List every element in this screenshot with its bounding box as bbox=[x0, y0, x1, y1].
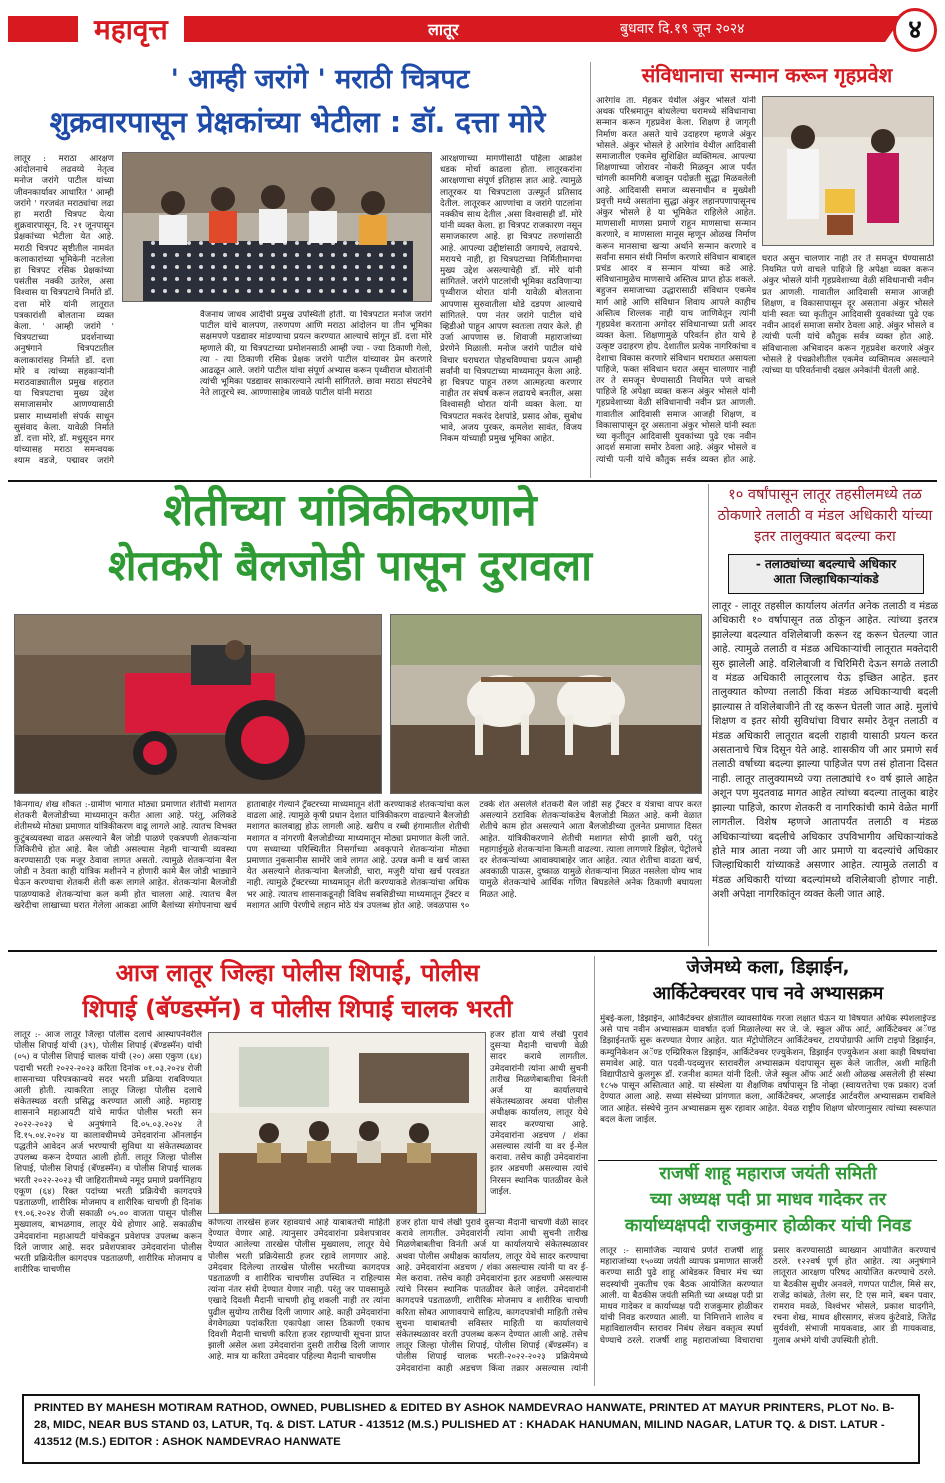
shahu-body: लातूर :- सामाजिक न्यायाचे प्रणेते राजर्षी शाहू महाराजांच्या १५०व्या जयंती व्यापक प्रमाणात साजरी करण्या साठी पुढे शाहू आंबेडकर विचार मंच च्या सदस्यांची नुकतीच एक बैठक आयोजित करण्यात आली. या बैठकीस जयंती समिती च्या अध्यक्ष पदी प्रा माधव गादेकर व कार्याध्यक्ष पदी राजकुमार होळीकर यांची निवड करण्यात आली. या निमित्ताने शालेय व महाविद्यालयीन स्तरावर निबंध लेखन वक्तृत्व स्पर्धा घेण्याचे ठरले. राजर्षी शाहू महाराजांच्या विचाराचा प्रसार करण्यासाठी व्याख्यान आयोजित करण्याचे ठरले. १२२वर्ष पूर्ण होत आहेत. त्या अनुषंगाने लातूरात आरक्षण परिषद आयोजित करण्याचे ठरले. या बैठकीस सुधीर अनवले, गणपत पाटील, मिसे सर, राजेंद्र कांबळे, तेलंग सर, टि एस माने, बबन पवार, रामराव मवळे, विश्वंभर भोसले, प्रकाश घादगीने, रचना शेख, माधव क्षीरसागर, संजय कुंटेवाडे, जितेंद्र सुर्यवंशी, संभाजी मायकवाड, आर डी गायकवाड, गुलाब अभंगे यांची उपस्थिती होती. bbox=[600, 1246, 936, 1346]
jj-headline-line2: आर्किटेक्चरवर पाच नवे अभ्यासक्रम bbox=[652, 983, 884, 1004]
police-body-right-top bbox=[490, 1030, 588, 1214]
column-divider bbox=[594, 956, 595, 1386]
section-divider bbox=[598, 1160, 937, 1161]
section-divider bbox=[8, 480, 937, 482]
police-headline-line1: आज लातूर जिल्हा पोलीस शिपाई, पोलीस bbox=[115, 959, 480, 987]
bullock-pair-photo bbox=[390, 614, 702, 794]
page-number: ४ bbox=[893, 8, 937, 52]
talathi-subheading-line1: - तलाठ्यांच्या बदल्याचे अधिकार bbox=[755, 557, 897, 571]
newspaper-title: महावृत्त bbox=[78, 10, 184, 50]
issue-date: बुधवार दि.१९ जून २०२४ bbox=[620, 21, 745, 37]
talathi-subheading-line2: आता जिल्हाधिकाऱ्यांकडे bbox=[773, 572, 879, 586]
farm-body: किनगाव/ शेख शौकत :-ग्रामीण भागात मोठ्या प्रमाणात शेतीची मशागत शेतकरी बैलजोडीच्या माध्यमातून करीत आला आहे. परंतु, अलिकडे शेतीमध्ये मोठ्या प्रमाणात यांत्रिकीकरण वाढू लागले आहे. त्यातच विभक्त कुटुंबव्यवस्था वाढत असल्याने बैल जोडी पाळणे एकत्रपणी शेतकऱ्यांना जिकिरीचे होत आहे. बैल जोडी असल्यास नेहमी चाऱ्याची व्यवस्था करण्यासाठी एक मजूर ठेवावा लागत असतो. त्यामुळे शेतकऱ्यांना बैल जोडी न ठेवता काही यांत्रिक मशीनने न होणारी कामे बैल जोडी भाड्याने घेऊन करण्याचा शेतकरी शेती करू लागले आहेत. शेतकऱ्यांना बैलजोडी पाळण्याकडे शेतकऱ्यांचा कल कमी होत चालला आहे. त्यातच बैल खरेदीचा लाखाच्या घरात गेलेला आकडा आणि बैलांच्या संगोपनाचा खर्च हाताबाहेर गेल्याने ट्रॅक्टरच्या माध्यमातून शेती करण्याकडे शेतकऱ्यांचा कल वाढला आहे. त्यामुळे कृषी प्रधान देशात यांत्रिकीकरण वाढल्याने बैलजोडी मशागत कालबाह्य होऊ लागली आहे. खरीप व रब्बी हंगामातील शेतीची मशागत व नांगरणी बैलजोडीच्या माध्यमातून मोठ्या प्रमाणात केली जाते. पण सध्याच्या परिस्थितीत निसर्गाच्या अवकृपाने शेतकऱ्यांना मोठ्या प्रमाणात नुकसानीस सामोरे जावे लागत आहे. उत्पन्न कमी व खर्च जास्त येत असल्याने शेतकऱ्यांना बैलजोडी, चारा, मजुरी यांचा खर्च परवडत नाही. त्यामुळे ट्रॅक्टरच्या माध्यमातून शेती करण्याकडे शेतकऱ्यांचा अधिक भर आहे. त्यातच शासनाकडूनही विविध सबसिडीच्या माध्यमातून ट्रॅक्टर व मशागत आणि पेरणीचे लहान मोठे यंत्र उपलब्ध होत आहे. जवळपास ९० टक्के शेत असलेले शेतकरी बैल जोडी सह ट्रॅक्टर व यंत्राचा वापर करत असल्याने ठराविक शेतकऱ्यांकडेच बैलजोडी मिळत आहे. कमी वेळात शेतीचे काम होत असल्याने आता बैलजोडीच्या तुलनेत प्रमाणात दिसत आहेत. यांत्रिकीकरणाने शेतीची मशागत सोपी झाली खरी, परंतु महागाईमुळे शेतकऱ्यांना किमती वाढल्या. त्याला लागणारे डिझेल, पेट्रोलचे दर शेतकऱ्यांच्या आवाक्याबाहेर जात आहेत. त्यात शेतीचा वाढता खर्च, अवकाळी पाऊस, दुष्काळ यामुळे शेतकऱ्यांना मिळत नसलेला योग्य भाव यामुळे शेतकऱ्यांचे आर्थिक गणित बिघडलेले अनेक ठिकाणी बघायला मिळत आहे. bbox=[14, 800, 702, 911]
talathi-headline: १० वर्षांपासून लातूर तहसीलमध्ये तळ ठोकणारे तलाठी व मंडल अधिकारी यांच्या इतर तालुक्यात बदल्या करा bbox=[717, 486, 933, 545]
talathi-body: लातूर - लातूर तहसील कार्यालय अंतर्गत अनेक तलाठी व मंडळ अधिकारी १० वर्षापासून तळ ठोकून आहेत. त्यांच्या इतरत्र झालेल्या बदल्यात वशिलेबाजी करून रद्द करून घेतल्या जात आहे. त्यामुळे तलाठी व मंडळ अधिकाऱ्यांची लातूरात मक्तेदारी सुरु झालेली आहे. वशिलेबाजी व चिरिमिरी देऊन सगळे तलाठी व मंडळ अधिकारी लातूरलाच येऊ इच्छित आहेत. इतर तालुक्यात कोण्या तलाठी किंवा मंडळ अधिकाऱ्याची बदली झाल्यास ते वशिलेबाजीने ती रद्द करून घेतली जात आहे. मुलांचे शिक्षण व इतर सोयी सुविधांचा विचार समोर ठेवून तलाठी व मंडळ अधिकारी लातूरात बदली राहावी यासाठी प्रयत्न करत असतानाचे चित्र दिसून येते आहे. शासकीय जी आर प्रमाणे सर्व तलाठी वर्षाच्या बदल्या झाल्या पाहिजेत पण तसं होताना दिसत नाही. लातूर तालुक्यामध्ये ज्या तलाठ्यांचे १० वर्ष झाले आहेत अशून पण मुदतवाढ मागत आहेत त्यांच्या बदल्या तालुका बाहेर झाल्या पाहिजे, कारण शेतकरी व नागरिकांची कामे वेळेत मार्गी लागतील. विशेष म्हणजे आतापर्यंत तलाठी व मंडळ अधिकाऱ्यांच्या बदलीचे अधिकार उपविभागीय अधिकाऱ्यांकडे होते मात्र आता नव्या जी आर प्रमाणे या बदल्यांचे अधिकार जिल्हाधिकारी यांच्याकडे असणार आहेत. त्यामुळे तलाठी व मंडळ अधिकारी यांच्या बदल्यांमध्ये वशिलेबाजी होणार नाही. अशी अपेक्षा नागरिकांतून व्यक्त केली जात आहे. bbox=[712, 601, 938, 901]
shahu-headline-line1: राजर्षी शाहू महाराज जयंती समिती bbox=[659, 1164, 877, 1184]
tractor-image bbox=[15, 615, 382, 794]
film-body-middle: वैजनाथ जाधव आदींची प्रमुख उपस्थिती होती. या चित्रपटात मनोज जरांगे पाटील यांचे बालपण, तरुणपण आणि मराठा आंदोलन या तीन भूमिका सक्षमपणे पडद्यावर मांडण्याचा प्रयत्न करण्यात आल्याचे सांगून डॉ. दत्ता मोरे म्हणाले की, या चित्रपटाच्या प्रमोशनसाठी आम्ही ज्या - ज्या ठिकाणी गेलो, त्या - त्या ठिकाणी रसिक प्रेक्षक जरांगे पाटील यांच्यावर प्रेम करणारे आढळून आले. जरांगे पाटील यांचा संपूर्ण अभ्यास करून पृथ्वीराज थोरातांनी त्यांची भूमिका पडद्यावर साकारल्याने त्यांनी सांगितले. छावा मराठा संघटनेचे नेते लातूरचे स्व. आण्णासाहेब जावळे पाटील यांनी मराठा bbox=[200, 310, 432, 399]
shahu-headline-line3: कार्याध्यक्षपदी राजकुमार होळीकर यांची निवड bbox=[624, 1216, 912, 1236]
jj-headline-line1: जेजेमध्ये कला, डिझाईन, bbox=[686, 957, 850, 978]
police-headline-line2: शिपाई (बॅण्डस्मॅन) व पोलीस शिपाई चालक भरती bbox=[82, 995, 513, 1023]
griha-pravesh-image bbox=[763, 97, 934, 246]
column-divider bbox=[590, 62, 591, 478]
jj-body: मुंबई-कला, डिझाईन, आर्किटेक्चर क्षेत्रातील व्यावसायिक गरजा लक्षात घेऊन या विषयात अधिक स्पेशलाईज्ड असे पाच नवीन अभ्यासक्रम यावर्षात दर्जा मिळालेल्या सर जे. जे. स्कुल ऑफ आर्ट, आर्किटेक्चर अॅण्ड डिझाईनतर्फे सुरू करण्यात येणार आहेत. यात मॅट्रोपोलिटन आर्किटेक्चर, टायपोग्राफी आणि टाइपो डिझाईन, कम्युनिकेशन अॅण्ड एम्प्रिरिकल डिझाईन, आर्किटेक्चर एज्युकेशन, डिझाईन एज्युकेशन अशा काही विषयांचा समावेश आहे. यात पदवी-पदव्युत्तर स्तरावरील अभ्यासक्रम यंदापासून सुरू केले जातील, अशी माहिती विद्यापीठाचे कुलगुरू डॉ. रजनीश कामत यांनी दिली. जेजे स्कुल ऑफ आर्ट अशी ओळख असलेली ही संस्था १८५७ पासून अस्तित्वात आहे. या संस्थेला या शैक्षणिक वर्षापासून डि नोव्हा (स्वायत्ततेचा एक प्रकार) दर्जा देण्यात आला आहे. सध्या संस्थेच्या प्रांगणात कला, आर्किटेक्चर, अप्लाईड आर्टवरील अभ्यासक्रम राबविले जात आहेत. संस्थेचे नुतन अभ्यासक्रम सुरू रहावार आहेत. येवळ राष्ट्रीय शिक्षण धोरणानुसार त्यांच्या स्वरूपात बदल केला जाईल. bbox=[600, 1014, 936, 1125]
bullock-pair-image bbox=[391, 615, 702, 794]
film-headline-line1: ' आम्ही जरांगे ' मराठी चित्रपट bbox=[170, 64, 470, 95]
griha-headline: संविधानाचा सन्मान करून गृहप्रवेश bbox=[641, 63, 893, 87]
griha-body-continued: घरात असुन चालणार नाही तर ते समजून घेण्यासाठी नियमित पणे वाचले पाहिजे हि अपेक्षा व्यक्त करून अंकुर भोसले यांनी गृहप्रवेशाच्या वेळी संविधानाची नवीन प्रत आणली. गावातील आदिवासी समाज आजही शिक्षण, व विकासापासून दूर असताना अंकुर भोसले यांनी स्वतः च्या कृतीतून आदिवासी युवकांच्या पुढे एक नवीन आदर्श समाजा समोर ठेवला आहे. अंकुर भोसले व त्यांची पत्नी यांचे कौतुक सर्वत्र व्यक्त होत आहे. संविधानाला अभिवादन करून गृहप्रवेश करणारे अंकुर भोसले हे पंचक्रोशीतील एकमेव व्यक्तिमत्व असल्याने त्यांच्या या परिवर्तनाची दखल अनेकांनी घेतली आहे. bbox=[762, 254, 934, 377]
police-meeting-photo bbox=[208, 1032, 486, 1214]
film-body-left: लातूर : मराठा आरक्षण आंदोलनाचे लढवय्ये नेतृत्व मनोज जरांगे पाटील यांच्या जीवनकार्यावर आधारित ' आम्ही जरांगे ' गरजवंत मराठ्यांचा लढा हा मराठी चित्रपट येत्या शुक्रवारपासून, दि. २१ जूनपासून प्रेक्षकांच्या भेटीला येत आहे. मराठी चित्रपट सृष्टीतील नामवंत कलाकारांच्या भूमिकेनी नटलेला हा चित्रपट रसिक प्रेक्षकांच्या पसंतीस नक्की उतरेल, असा विश्वास या चित्रपटाचे निर्माते डॉ. दत्ता मोरे यांनी लातूरात पत्रकारांशी बोलताना व्यक्त केला. ' आम्ही जरांगे ' चित्रपटाच्या प्रदर्शनाच्या अनुषंगाने चित्रपटातील कलाकारांसह निर्माते डॉ. दत्ता मोरे व त्यांच्या सहकाऱ्यांनी मराठवाड्यातील प्रमुख शहरात या चित्रपटाचा मुख्य उद्देश समाजासमोर आणण्यासाठी प्रसार माध्यमांशी संपर्क साधून सुसंवाद केला. यावेळी निर्माते डॉ. दत्ता मोरे, डॉ. मधुसूदन मगर यांच्यासह मराठा समन्वयक श्याम वडजे, पद्मावर जरांगे bbox=[14, 154, 114, 467]
police-body-middle: कोणत्या तारखेस हजर रहावयाचे आहे याबाबतची माहिती देण्यात येणार आहे. त्यानुसार उमेदवारांना प्रवेशपत्रावर देण्यात आलेल्या तारखेस पोलीस मुख्यालय, लातूर येथे पोलीस भरती प्रक्रियेसाठी हजर रहावे लागणार आहे. उमेदवार दिलेल्या तारखेस पोलीस भरतीच्या कागदपत्र पडताळणी व शारीरिक चाचणीस उपस्थित न राहिल्यास त्यांना नंतर संधी देण्यात येणार नाही. परंतु जर पावसामुळे एखादे दिवशी मैदानी चाचणी होवू शकली नाही तर त्यांना पुढील सुयोग्य तारीख दिली जाणार आहे. काही उमेदवारांना वेगवेगळ्या पदांकरिता एकापेक्षा जास्त ठिकाणी एकाच दिवशी मैदानी चाचणी करिता हजर रहाण्याची सूचना प्राप्त झाली असेल अशा उमेदवारांना दुसरी तारीख दिली जाणार आहे. मात्र या करिता उमेदवार पहिल्या मैदानी चाचणीस bbox=[208, 1218, 390, 1363]
print-imprint: PRINTED BY MAHESH MOTIRAM RATHOD, OWNED, PUBLISHED & EDITED BY ASHOK NAMDEVRAO HANWATE, PRINTED AT MAYUR PRINTERS, PLOT No. B-28, MIDC, NEAR BUS STAND 03, LATUR, Tq. & DIST. LATUR - 413512 (M.S.) PULISHED AT : KHADAK HANUMAN, MILIND NAGAR, LATUR TQ. & DIST. LATUR - 413512 (M.S.) EDITOR : ASHOK NAMDEVRAO HANWATE bbox=[22, 1394, 920, 1464]
tractor-photo bbox=[14, 614, 382, 794]
police-meeting-image bbox=[209, 1033, 486, 1214]
police-body-left: लातूर :- आज लातूर जिल्हा पोलीस दलाचे आस्थापनेवरील पोलीस शिपाई यांची (३९), पोलीस शिपाई (बॅण्डस्मॅन) यांची (०५) व पोलीस शिपाई चालक यांची (२०) असा एकुण (६४) पदाची भरती २०२२-२०२३ करिता दिनांक ०१.०३.२०२४ रोजी शासनाच्या परिपत्रकान्वये सदर भरती प्रक्रिया राबविण्यात आली होती. त्याकरिता लातूर जिल्हा पोलीस दलाचे संकेतस्थळ वरती प्रसिद्ध करण्यात आली आहे. महाराष्ट्र शासनाने महाआयटी यांचे मार्फत पोलीस भरती सन २०२२-२०२३ चे अनुषंगाने दि.०५.०३.२०२४ ते दि.१५.०४.२०२४ या कालावधीमध्ये उमेदवारांना ऑनलाईन पद्धतीने आवेदन अर्ज भरण्याची सुविधा या संकेतस्थळावर उपलब्ध करून देण्यात आली होती. लातूर जिल्हा पोलीस शिपाई, पोलीस शिपाई (बॅण्डस्मॅन) व पोलीस शिपाई चालक भरती २०२२-२०२३ ची जाहिरातीमध्ये नमूद प्रमाणे प्रवर्गनिहाय एकूण (६४) रिक्त पदांच्या भरती प्रक्रियेची कागदपत्रे पडताळणी, शारीरिक मोजमाप व शारीरिक चाचणी ही दिनांक १९.०६.२०२४ रोजी सकाळी ०५.०० वाजता पासून पोलीस मुख्यालय, बाभळगाव, लातूर येथे होणार आहे. सकाळीच उमेदवारांना महाआयटी यांचेकडून प्रवेशपत्र उपलब्ध करून दिले जाणार आहे. सदर प्रवेशपत्रावर उमेदवारांना पोलीस भरती प्रक्रियेतील कागदपत्र पडताळणी, शारीरिक मोजमाप व शारीरिक चाचणीस bbox=[14, 1030, 202, 1276]
shahu-headline-line2: च्या अध्यक्ष पदी प्रा माधव गादेकर तर bbox=[650, 1190, 886, 1210]
police-body-right-top-text: हजर होता याचे लेखी पुरावे दुसऱ्या मैदानी चाचणी वेळी सादर करावे लागतील. उमेदवारांनी त्यांना आधी सुचनी तारीख मिळणेबाबतीचा विनंती अर्ज या कार्यालयाचे संकेतस्थळावर अथवा पोलीस अधीक्षक कार्यालय, लातूर येथे सादर करण्याचा आहे. उमेदवारांना अडचण / शंका असल्यास त्यांनी या वर ई-मेल करावा. तसेच काही उमेदवारांना इतर अडचणी असल्यास त्यांचे निरसन स्थानिक पातळीवर केले जाईल. bbox=[490, 1030, 588, 1197]
police-body-right: हजर होता याचे लेखी पुरावे दुसऱ्या मैदानी चाचणी वेळी सादर करावे लागतील. उमेदवारांनी त्यांना आधी सुचनी तारीख मिळणेबाबतीचा विनंती अर्ज या कार्यालयाचे संकेतस्थळावर अथवा पोलीस अधीक्षक कार्यालय, लातूर येथे सादर करण्याचा आहे. उमेदवारांना अडचण / शंका असल्यास त्यांनी या वर ई-मेल करावा. तसेच काही उमेदवारांना इतर अडचणी असल्यास त्यांचे निरसन स्थानिक पातळीवर केले जाईल. उमेदवारांनी कागदपत्रे पडताळणी, शारीरिक मोजमाप व शारीरिक चाचणी करिता सोबत आणावयाचे साहित्य, कागदपत्रांची माहिती तसेच सुचना याबाबतची सविस्तर माहिती या कार्यालयाचे संकेतस्थळावर वरती उपलब्ध करून देण्यात आली आहे. तसेच लातूर जिल्हा पोलीस शिपाई, पोलीस शिपाई (बॅण्डस्मॅन) व पोलीस शिपाई चालक भरती-२०२२-२०२३ प्रक्रियेमध्ये उमेदवारांना काही अडचण किंवा तक्रार असल्यास त्यांनी bbox=[396, 1218, 588, 1374]
film-headline-line2: शुक्रवारपासून प्रेक्षकांच्या भेटीला : डॉ. दत्ता मोरे bbox=[49, 105, 546, 139]
film-press-conference-photo bbox=[122, 152, 432, 302]
farm-headline-line2: शेतकरी बैलजोडी पासून दुरावला bbox=[107, 541, 593, 590]
edition-city: लातूर bbox=[428, 20, 459, 39]
griha-pravesh-photo bbox=[762, 96, 934, 246]
press-conference-image bbox=[123, 153, 432, 302]
section-divider bbox=[8, 950, 937, 952]
griha-body-top: आरेगांव ता. मेहकर येथील अंकुर भोसले यांनी अथक परिश्रमातून बांधलेल्या घरामध्ये संविधानाचा सन्मान करून गृहप्रवेश केला. शिक्षण हे जागृती निर्माण करत असते याचे उदाहरण म्हणजे अंकुर भोसले. अंकुर भोसले हे आरेगांव येथील आदिवासी समाजातील एकमेव सुशिक्षित व्यक्तिमत्व. आपल्या शिक्षणाच्या जोरावर नोकरी मिळवून आज पर्यंत चांगली कामगिरी बजावून पदोन्नती सुद्धा मिळवलेली आहे. आदिवासी समाज व्यसनाधीन व मुख्येशी प्रवृत्ती मध्ये असतांना सुद्धा अंकुर लहानपणापासूनच अंकुर भोसले हे या भूमिकेत राहिलेले आहेत. माणसाशी माणसा प्रमाणे राहून माणसाचा सन्मान करणारे, व माणसाला मानूस म्हणून ओळख निर्माण करून मानसाचा खऱ्या अर्थाने सन्मान करणारे व सर्वांना समान संधी निर्माण करणारे संविधान बाबाद्दल प्रचंड आदर व सन्मान यांच्या कडे आहे. संविधानामुळेच माणसाचे अस्तित्व प्राप्त होऊ शकले. बहुजन समाजाच्या उद्धारासाठी संविधान एकमेव मार्ग आहे आणि संविधान शिवाय आपले काहीच अस्तित्व शिल्लक नाही याच जाणिवेतून त्यांनी गृहप्रवेश करताना अगोदर संविधानाच्या प्रती आदर व्यक्त केला. शिक्षणामुळे परिवर्तन होत याचे हे उत्कृष्ट उदाहरण होय. देशातील प्रत्येक नागरिकांचा व देशाचा विकास करणारे संविधान घराघरात असायला पाहिजे, फक्त संविधान घरात असून चालणार नाही तर ते समजून घेण्यासाठी नियमित पणे वाचले पाहिजे हि अपेक्षा व्यक्त करून अंकुर भोसले यांनी गृहप्रवेशाच्या वेळी संविधानाची नवीन प्रत आणली. गावातील आदिवासी समाज आजही शिक्षण, व विकासापासून दूर असताना अंकुर भोसले यांनी स्वतः च्या कृतीतून आदिवासी युवकांच्या पुढे एक नवीन आदर्श समाजा समोर ठेवला आहे. अंकुर भोसले व त्यांची पत्नी यांचे कौतुक सर्वत्र व्यक्त होत आहे. bbox=[596, 96, 756, 465]
farm-headline-line1: शेतीच्या यांत्रिकीकरणाने bbox=[163, 485, 537, 536]
griha-body-bottom bbox=[762, 254, 934, 474]
film-body-right: आरक्षणाच्या मागणीसाठी पहिला आक्रोश धडक मोर्चा काढला होता. लातूरकरांना आरक्षणाचा संपूर्ण इतिहास ज्ञात आहे. त्यामुळे लातूरकर या चित्रपटाला उत्स्फूर्त प्रतिसाद देतील. लातूरकर आण्णांचा व जरांगे पाटलांना नक्कीच साथ देतील ,असा विश्वासही डॉ. मोरे यांनी व्यक्त केला. हा चित्रपट राजकारण नसून समाजकारण आहे. हा चित्रपट तरुणांसाठी आहे. आपल्या उद्दीष्टांसाठी जगायचे, लढायचे. मरायचे नाही, हा चित्रपटाच्या निर्मितीमागचा मुख्य उद्देश असल्याचेही डॉ. मोरे यांनी सांगितले. जरांगे पाटलांची भूमिका वठविणाऱ्या पृथ्वीराज थोरात यांनी यावेळी बोलताना आपणास सुरुवातीला थोडे दडपण आल्याचे सांगितले. पण नंतर जरांगे पाटील यांचे व्हिडीओ पाहून आपण स्वतःला तयार केले. ही उर्जा आपणास छ. शिवाजी महाराजांच्या प्रेरणेने मिळाली. मनोज जरांगे पाटील यांचे विचार घराघरात पोहचविण्याचा प्रयत्न आम्ही सर्वांनी या चित्रपटाच्या माध्यमातून केला आहे. हा चित्रपट पाहून तरुण आत्महत्या करणार नाहीत तर संघर्ष करून लढायचे बनतील, असा विश्वासही थोरात यांनी व्यक्त केला. या चित्रपटात मकरंद देशपांडे, प्रसाद ओक, सुबोध भावे, अजय पुरकर, कमलेश सावंत, विजय निकम यांच्याही प्रमुख भूमिका आहेत. bbox=[440, 154, 582, 445]
talathi-subheading bbox=[728, 554, 924, 594]
column-divider bbox=[708, 484, 709, 946]
masthead bbox=[8, 8, 937, 54]
